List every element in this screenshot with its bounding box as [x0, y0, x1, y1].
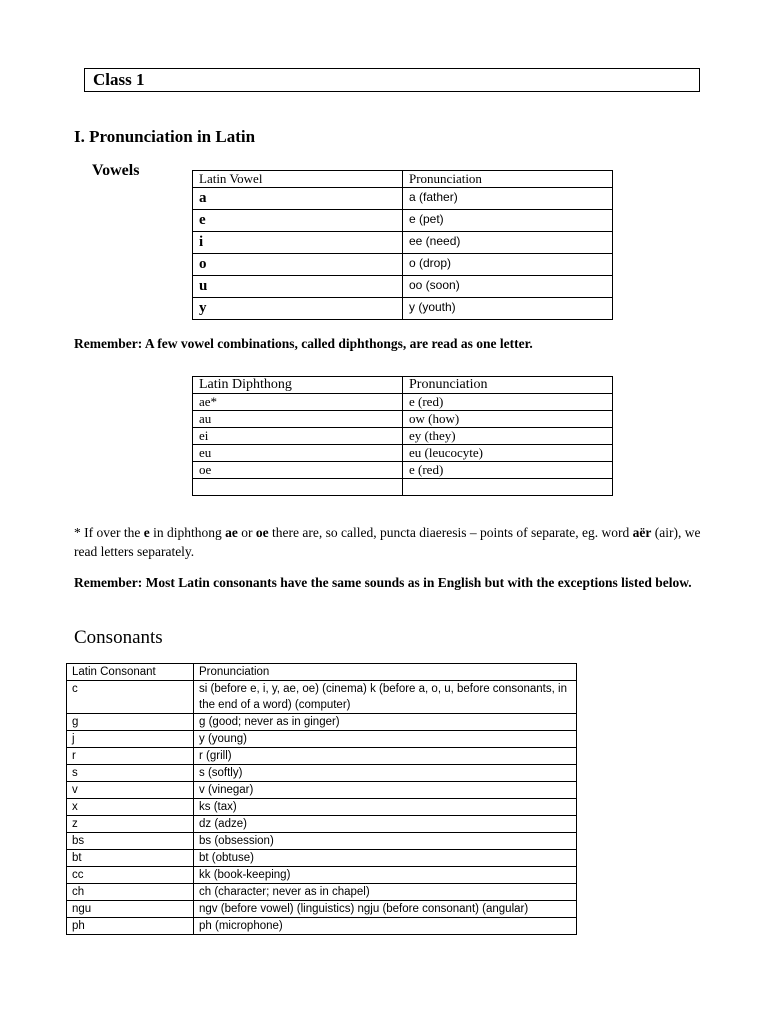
vowel-cell: e	[193, 210, 403, 232]
table-row	[67, 782, 577, 799]
note-text: * If over the	[74, 525, 144, 540]
note-bold: ae	[225, 525, 238, 540]
consonant-cell: g	[67, 714, 194, 731]
pronunciation-cell: ks (tax)	[194, 799, 577, 816]
vowel-cell: u	[193, 276, 403, 298]
remember-diphthongs: Remember: A few vowel combinations, called diphthongs, are read as one letter.	[74, 336, 533, 351]
pronunciation-cell: y (young)	[194, 731, 577, 748]
table-row	[193, 479, 613, 496]
pronunciation-cell: y (youth)	[403, 298, 613, 320]
table-row	[67, 681, 577, 714]
consonant-cell: j	[67, 731, 194, 748]
pronunciation-cell: kk (book-keeping)	[194, 867, 577, 884]
pronunciation-cell: e (red)	[403, 394, 613, 411]
consonant-cell: v	[67, 782, 194, 799]
diphthong-table-header	[193, 377, 613, 394]
table-row	[67, 918, 577, 935]
vowel-cell: a	[193, 188, 403, 210]
diphthong-cell: au	[193, 411, 403, 428]
consonant-cell: ngu	[67, 901, 194, 918]
consonant-cell: cc	[67, 867, 194, 884]
vowel-table	[192, 170, 613, 320]
diaeresis-note	[74, 523, 714, 561]
table-row	[193, 411, 613, 428]
table-row	[67, 833, 577, 850]
diphthong-table	[192, 376, 613, 496]
pronunciation-cell: oo (soon)	[403, 276, 613, 298]
consonant-table-header	[67, 664, 577, 681]
diphthong-header-cell: Latin Diphthong	[193, 377, 403, 394]
table-row	[67, 850, 577, 867]
pronunciation-cell: eu (leucocyte)	[403, 445, 613, 462]
diphthong-cell: ei	[193, 428, 403, 445]
table-row	[193, 428, 613, 445]
section-title: I. Pronunciation in Latin	[74, 127, 256, 146]
pronunciation-cell: g (good; never as in ginger)	[194, 714, 577, 731]
diphthong-cell: oe	[193, 462, 403, 479]
table-row	[67, 884, 577, 901]
pronunciation-cell: dz (adze)	[194, 816, 577, 833]
consonant-cell: r	[67, 748, 194, 765]
pronunciation-cell: s (softly)	[194, 765, 577, 782]
consonant-cell: ch	[67, 884, 194, 901]
diphthong-header-cell: Pronunciation	[403, 377, 613, 394]
note-text: in diphthong	[149, 525, 226, 540]
vowel-header-cell: Latin Vowel	[193, 171, 403, 188]
vowel-cell: i	[193, 232, 403, 254]
table-row	[67, 901, 577, 918]
table-row	[67, 867, 577, 884]
pronunciation-cell: ph (microphone)	[194, 918, 577, 935]
pronunciation-cell	[403, 479, 613, 496]
pronunciation-cell: ee (need)	[403, 232, 613, 254]
table-row	[193, 210, 613, 232]
consonant-cell: bs	[67, 833, 194, 850]
pronunciation-cell: e (red)	[403, 462, 613, 479]
table-row	[193, 254, 613, 276]
table-row	[193, 232, 613, 254]
note-text: there are, so called, puncta diaeresis – points of separate, eg. word	[268, 525, 633, 540]
table-row	[193, 298, 613, 320]
consonant-cell: bt	[67, 850, 194, 867]
consonant-header-cell: Pronunciation	[194, 664, 577, 681]
pronunciation-cell: bs (obsession)	[194, 833, 577, 850]
remember-consonants: Remember: Most Latin consonants have the same sounds as in English but with the exceptions listed below.	[74, 575, 692, 590]
vowel-cell: y	[193, 298, 403, 320]
consonant-cell: z	[67, 816, 194, 833]
note-text: (air), we read letters separately.	[74, 525, 701, 559]
consonant-cell: x	[67, 799, 194, 816]
consonant-table	[66, 663, 577, 935]
vowel-header-cell: Pronunciation	[403, 171, 613, 188]
note-bold: e	[143, 525, 150, 540]
note-bold: oe	[255, 525, 269, 540]
consonant-cell: s	[67, 765, 194, 782]
diphthong-cell: ae*	[193, 394, 403, 411]
pronunciation-cell: v (vinegar)	[194, 782, 577, 799]
note-text: or	[237, 525, 256, 540]
pronunciation-cell: si (before e, i, y, ae, oe) (cinema) k (before a, o, u, before consonants, in the end of a word) (computer)	[194, 681, 577, 714]
diphthong-cell: eu	[193, 445, 403, 462]
table-row	[193, 462, 613, 479]
table-row	[67, 731, 577, 748]
pronunciation-cell: ow (how)	[403, 411, 613, 428]
vowel-cell: o	[193, 254, 403, 276]
table-row	[67, 765, 577, 782]
pronunciation-cell: a (father)	[403, 188, 613, 210]
pronunciation-cell: e (pet)	[403, 210, 613, 232]
table-row	[67, 748, 577, 765]
table-row	[67, 799, 577, 816]
consonant-cell: c	[67, 681, 194, 714]
note-bold: aër	[632, 525, 652, 540]
class-title: Class 1	[84, 68, 700, 92]
consonant-cell: ph	[67, 918, 194, 935]
consonants-heading: Consonants	[74, 627, 163, 648]
pronunciation-cell: o (drop)	[403, 254, 613, 276]
table-row	[193, 445, 613, 462]
consonant-header-cell: Latin Consonant	[67, 664, 194, 681]
diphthong-cell	[193, 479, 403, 496]
table-row	[193, 188, 613, 210]
table-row	[193, 276, 613, 298]
table-row	[193, 394, 613, 411]
pronunciation-cell: ngv (before vowel) (linguistics) ngju (before consonant) (angular)	[194, 901, 577, 918]
vowels-heading: Vowels	[92, 162, 140, 179]
pronunciation-cell: bt (obtuse)	[194, 850, 577, 867]
pronunciation-cell: ey (they)	[403, 428, 613, 445]
pronunciation-cell: ch (character; never as in chapel)	[194, 884, 577, 901]
table-row	[67, 816, 577, 833]
vowel-table-header	[193, 171, 613, 188]
table-row	[67, 714, 577, 731]
pronunciation-cell: r (grill)	[194, 748, 577, 765]
